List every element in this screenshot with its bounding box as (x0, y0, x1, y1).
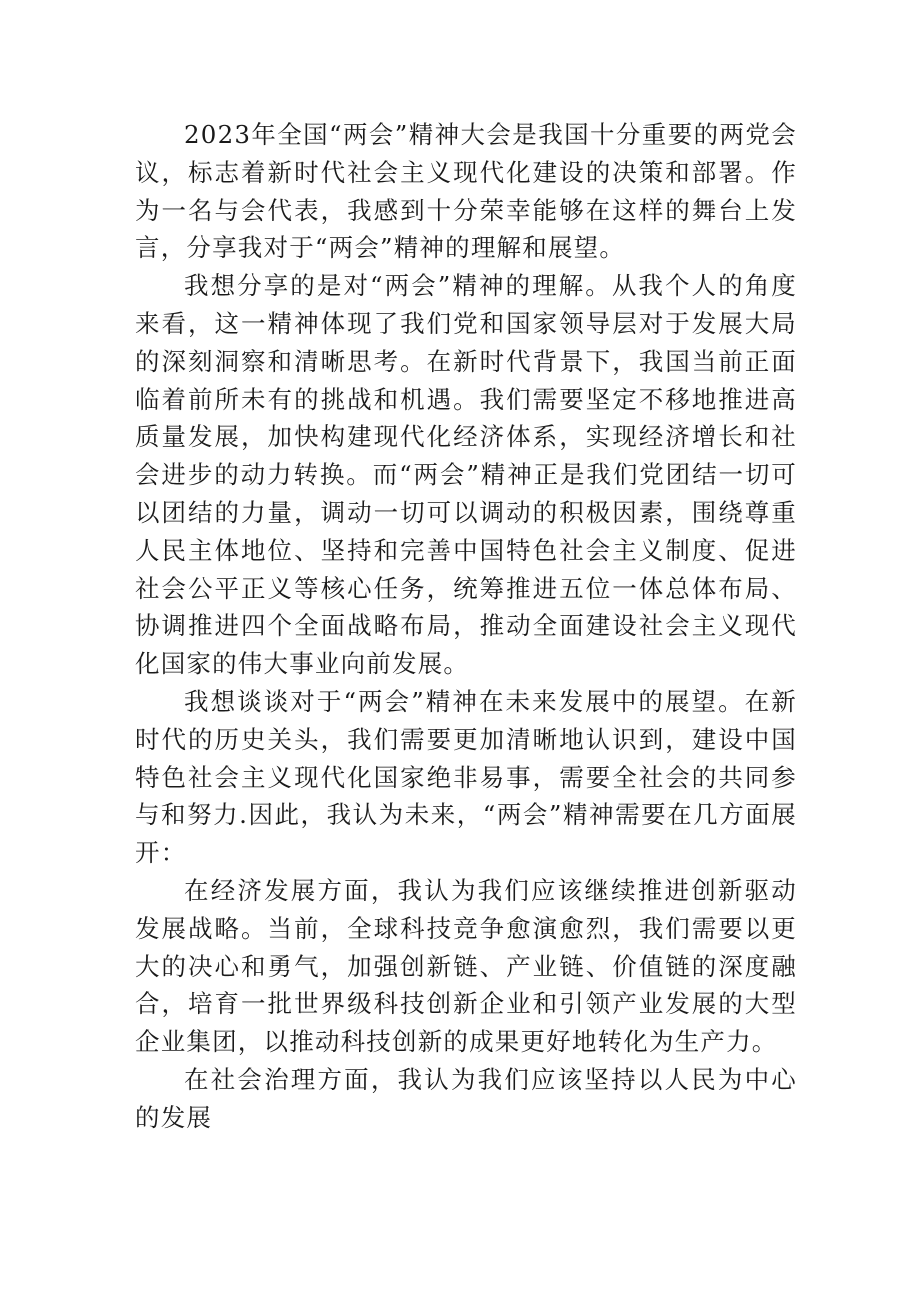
paragraph-5: 在社会治理方面，我认为我们应该坚持以人民为中心的发展 (135, 1064, 797, 1132)
paragraph-1: 2023年全国“两会”精神大会是我国十分重要的两党会议，标志着新时代社会主义现代化建设的决策和部署。作为一名与会代表，我感到十分荣幸能够在这样的舞台上发言，分享我对于“两会”精神的理解和展望。 (135, 120, 797, 263)
paragraph-2: 我想分享的是对“两会”精神的理解。从我个人的角度来看，这一精神体现了我们党和国家领导层对于发展大局的深刻洞察和清晰思考。在新时代背景下，我国当前正面临着前所未有的挑战和机遇。我们需要坚定不移地推进高质量发展，加快构建现代化经济体系，实现经济增长和社会进步的动力转换。而“两会”精神正是我们党团结一切可以团结的力量，调动一切可以调动的积极因素，围绕尊重人民主体地位、坚持和完善中国特色社会主义制度、促进社会公平正义等核心任务，统筹推进五位一体总体布局、协调推进四个全面战略布局，推动全面建设社会主义现代化国家的伟大事业向前发展。 (135, 271, 797, 679)
paragraph-3: 我想谈谈对于“两会”精神在未来发展中的展望。在新时代的历史关头，我们需要更加清晰地认识到，建设中国特色社会主义现代化国家绝非易事，需要全社会的共同参与和努力.因此，我认为未来，“两会”精神需要在几方面展开： (135, 686, 797, 868)
document-body (135, 116, 797, 1137)
paragraph-4: 在经济发展方面，我认为我们应该继续推进创新驱动发展战略。当前，全球科技竞争愈演愈烈，我们需要以更大的决心和勇气，加强创新链、产业链、价值链的深度融合，培育一批世界级科技创新企业和引领产业发展的大型企业集团，以推动科技创新的成果更好地转化为生产力。 (135, 875, 797, 1057)
